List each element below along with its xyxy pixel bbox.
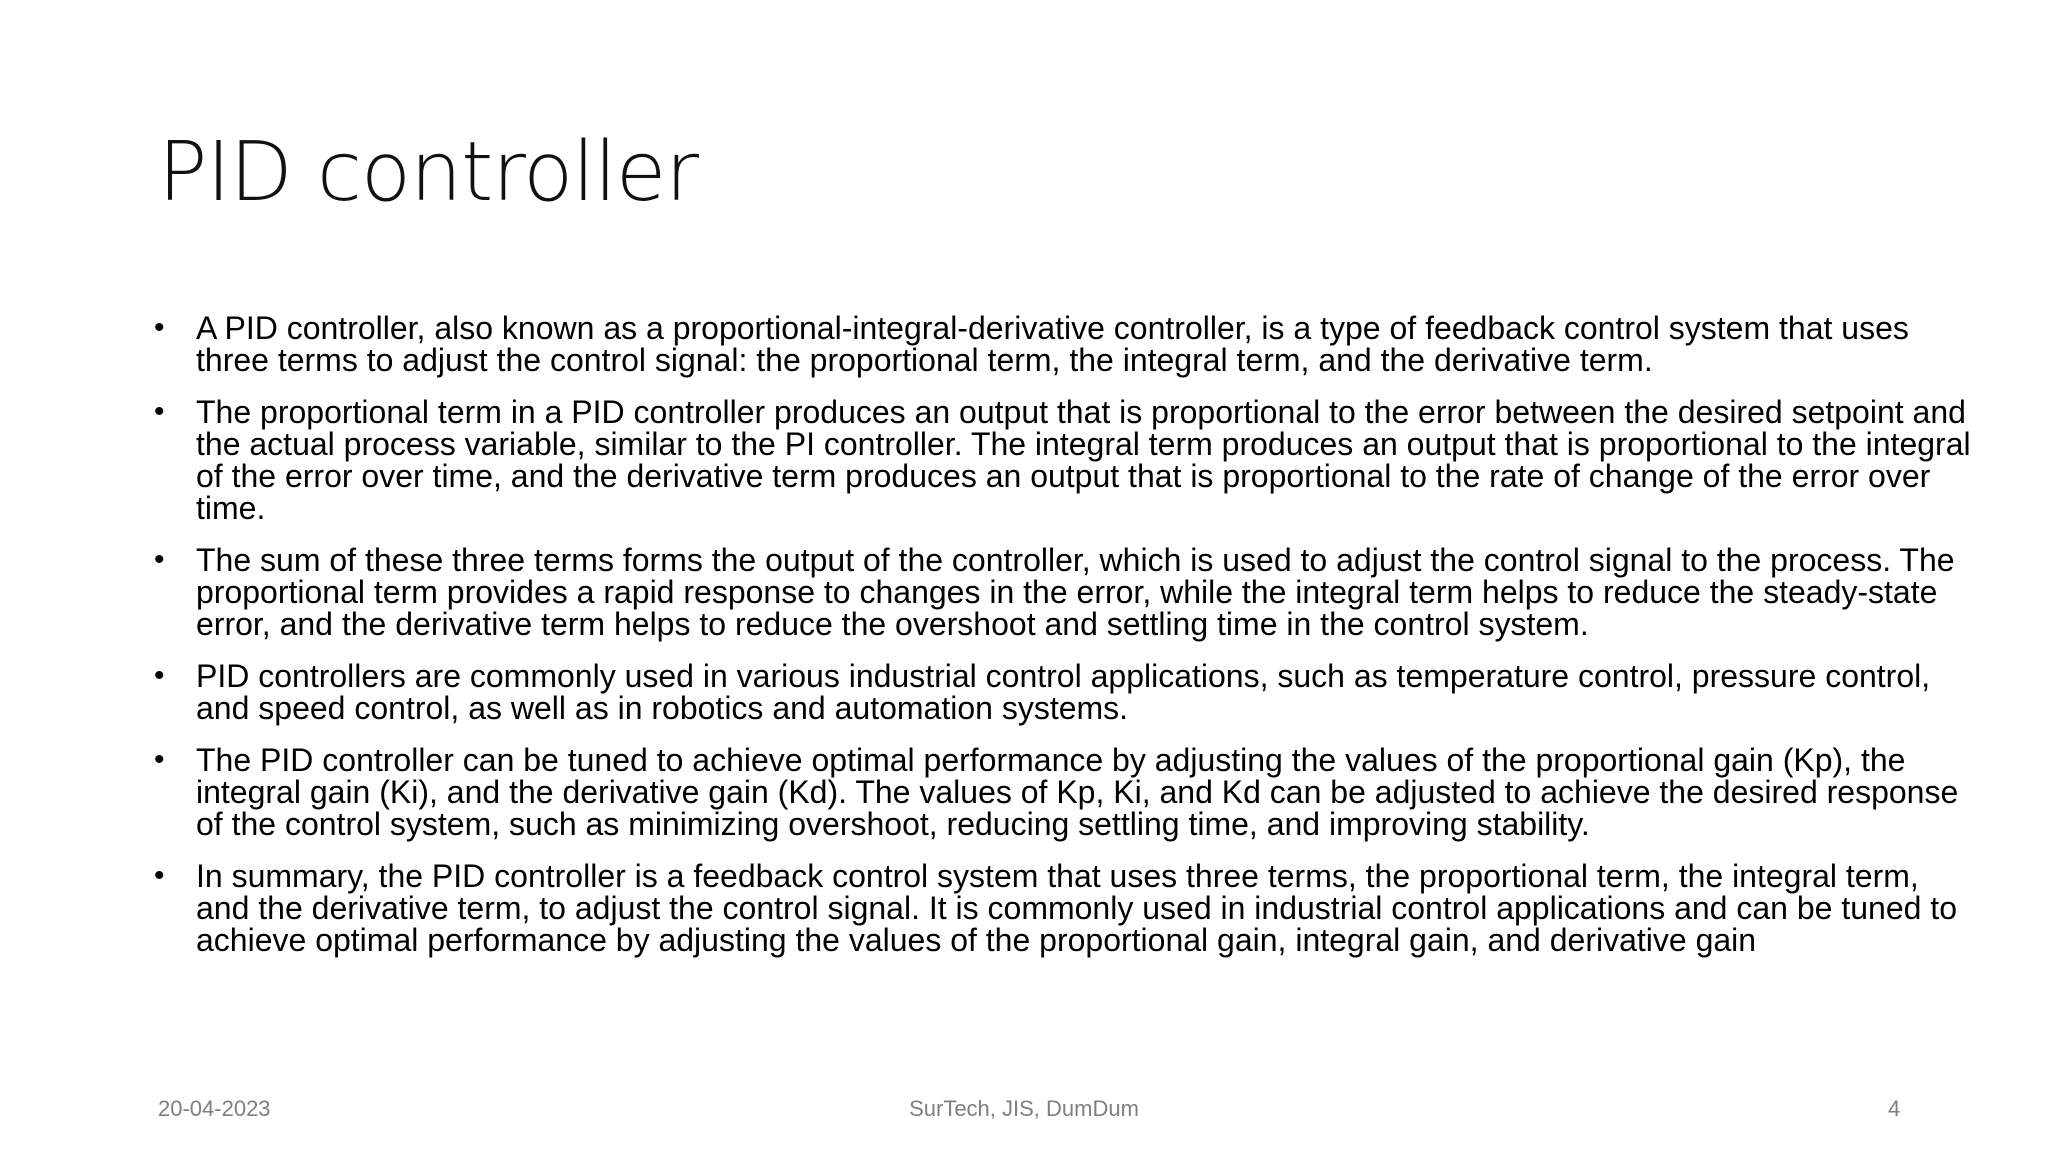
slide-title: PID controller	[158, 125, 699, 220]
footer-date: 20-04-2023	[158, 1096, 271, 1121]
page-number: 4	[1888, 1096, 1901, 1121]
bullet-item: • The PID controller can be tuned to achieve optimal performance by adjusting the values of the proportional gain (Kp), the integral gain (Ki), and the derivative gain (Kd). The values of Kp, Ki, and Kd can be adjusted to achieve the desired response of the control system, such as minimizing overshoot, reducing settling time, and improving stability.	[150, 744, 1980, 840]
bullet-item: • A PID controller, also known as a proportional-integral-derivative controller, is a type of feedback control system that uses three terms to adjust the control signal: the proportional term, the integral term, and the derivative term.	[150, 312, 1980, 376]
footer-organization: SurTech, JIS, DumDum	[909, 1096, 1139, 1121]
bullet-item: • The proportional term in a PID controller produces an output that is proportional to the error between the desired setpoint and the actual process variable, similar to the PI controller. The integral term produces an output that is proportional to the integral of the error over time, and the derivative term produces an output that is proportional to the rate of change of the error over time.	[150, 396, 1980, 524]
bullet-list	[150, 312, 1980, 976]
bullet-item: • PID controllers are commonly used in various industrial control applications, such as temperature control, pressure control, and speed control, as well as in robotics and automation systems.	[150, 660, 1980, 724]
bullet-item: • The sum of these three terms forms the output of the controller, which is used to adjust the control signal to the process. The proportional term provides a rapid response to changes in the error, while the integral term helps to reduce the steady-state error, and the derivative term helps to reduce the overshoot and settling time in the control system.	[150, 544, 1980, 640]
bullet-item: • In summary, the PID controller is a feedback control system that uses three terms, the proportional term, the integral term, and the derivative term, to adjust the control signal. It is commonly used in industrial control applications and can be tuned to achieve optimal performance by adjusting the values of the proportional gain, integral gain, and derivative gain	[150, 860, 1980, 956]
